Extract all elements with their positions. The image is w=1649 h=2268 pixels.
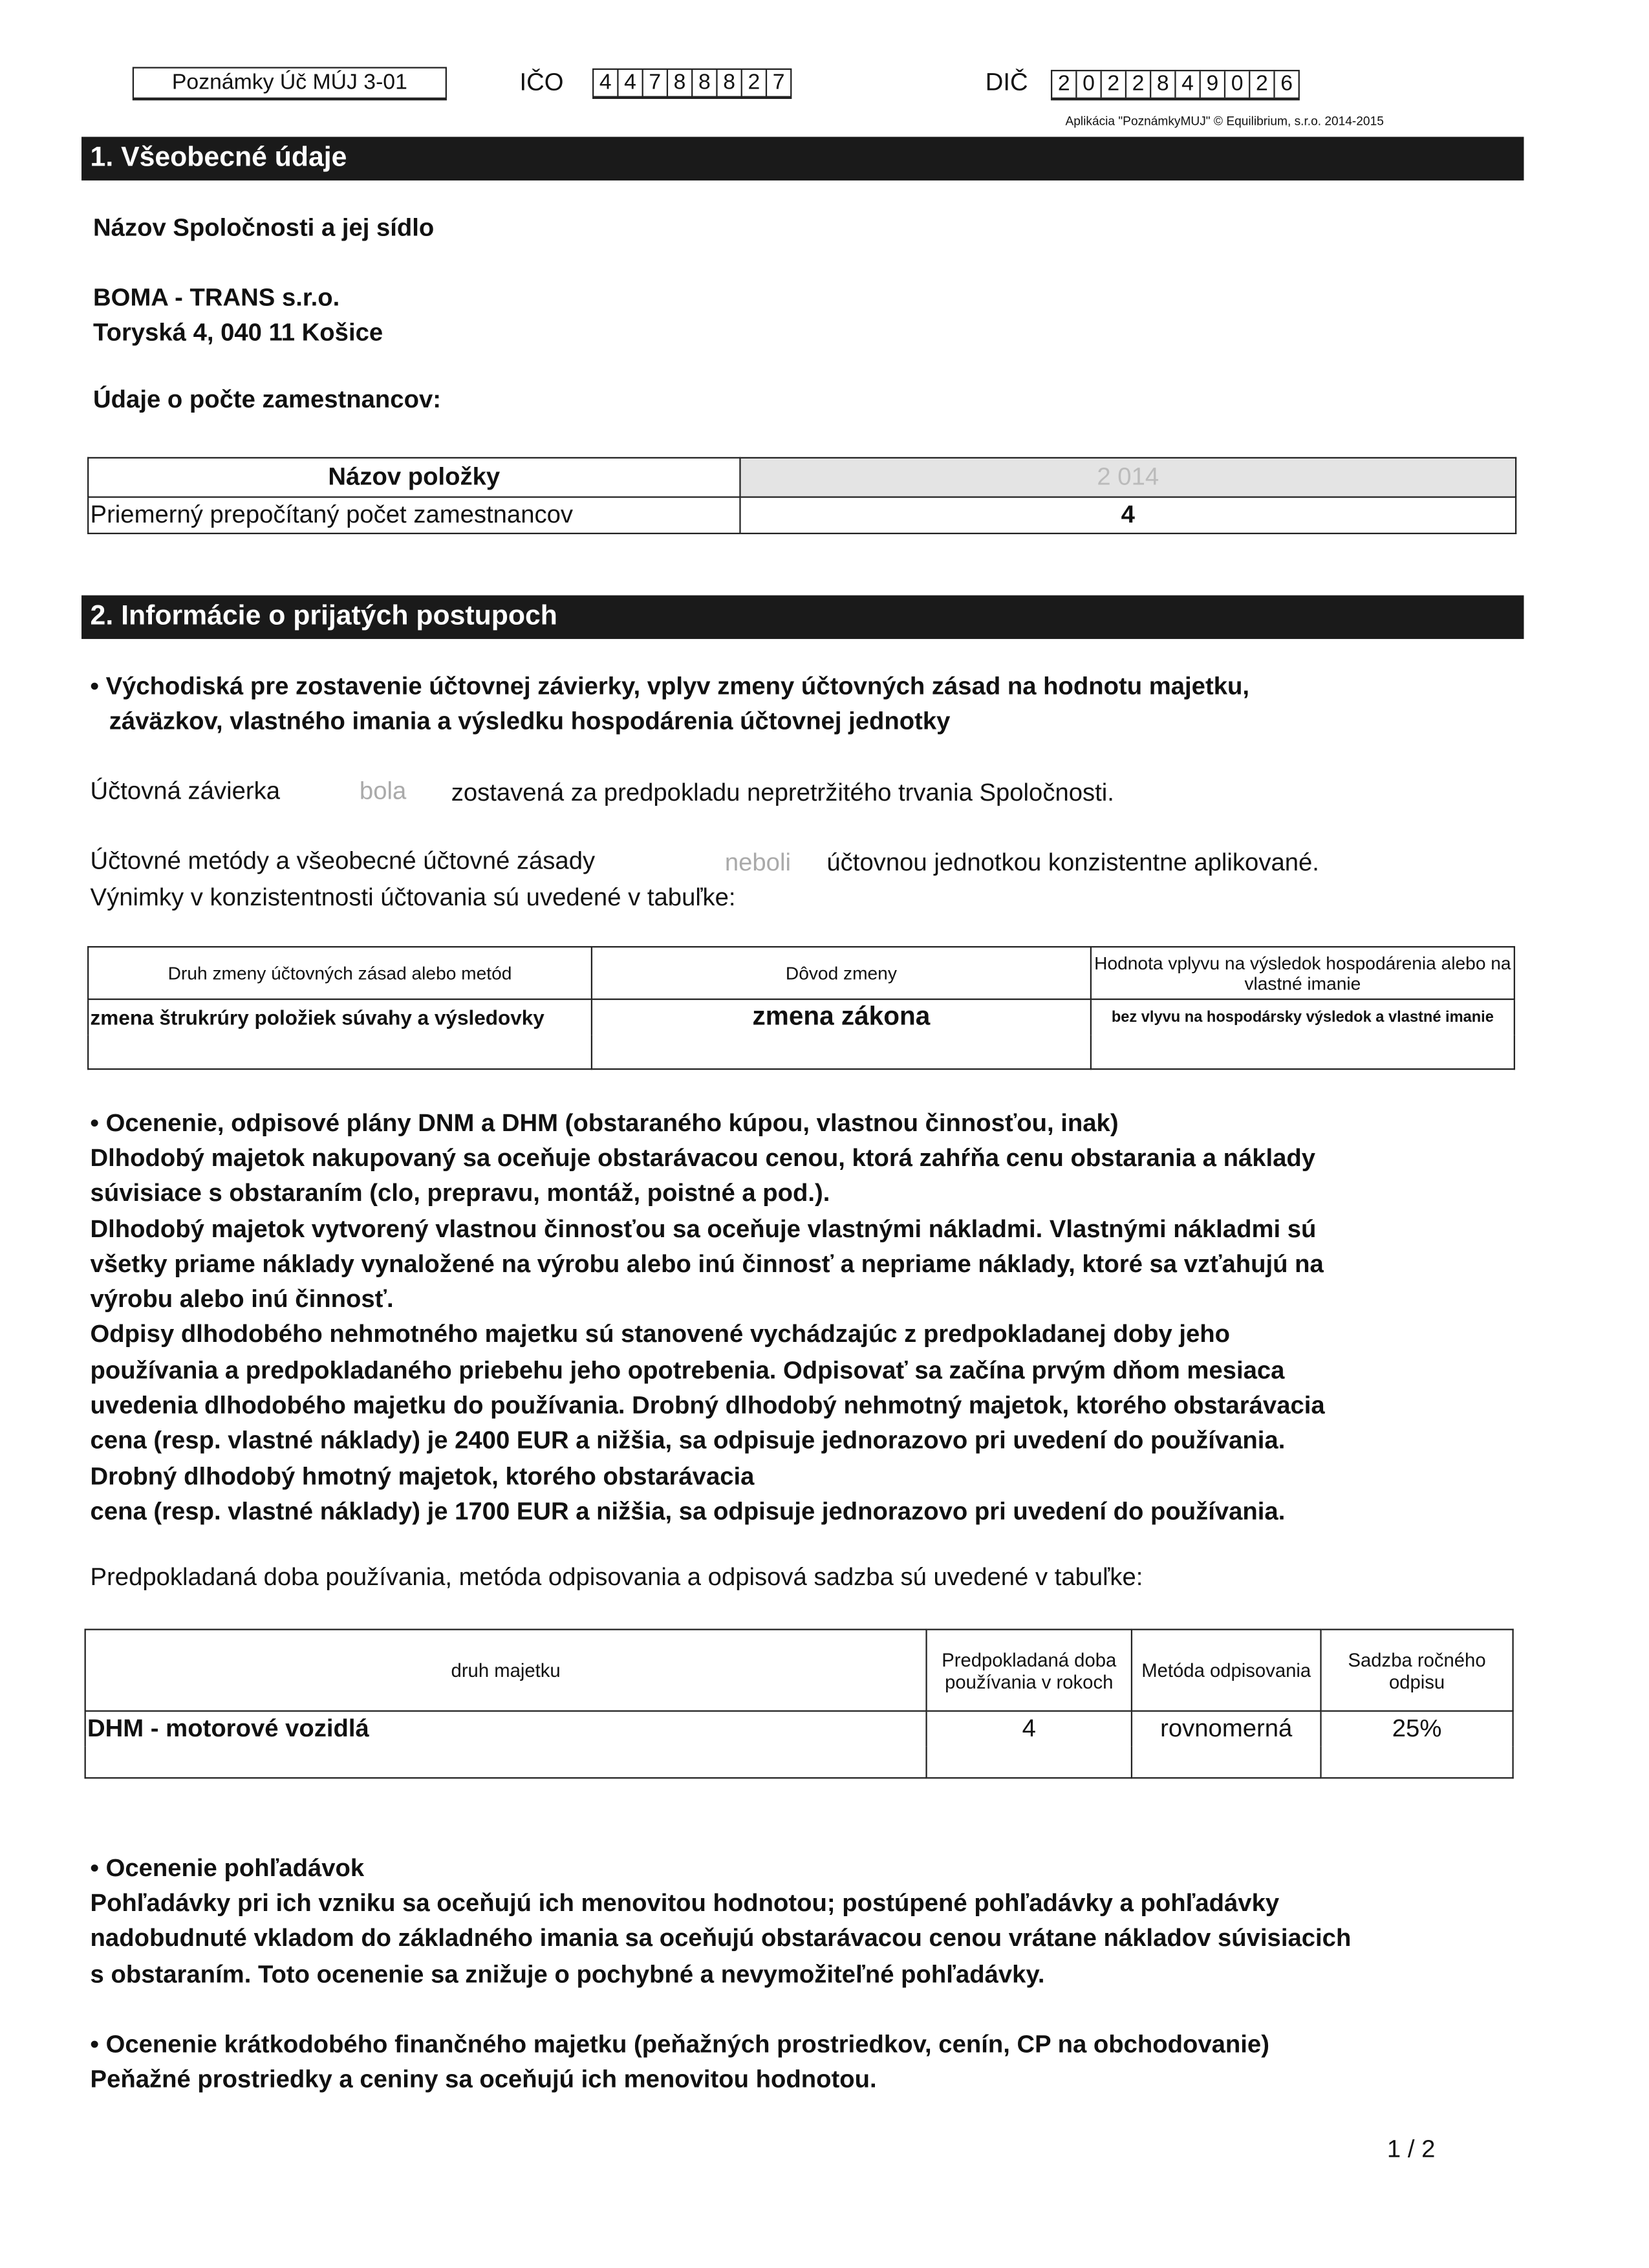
digit: 8	[693, 70, 717, 96]
app-note: Aplikácia "PoznámkyMUJ" © Equilibrium, s.r.o. 2014-2015	[1065, 113, 1384, 129]
depreciation-paragraph	[91, 1141, 1488, 1531]
digit: 2	[1126, 71, 1151, 98]
digit: 0	[1225, 71, 1250, 98]
bullet-basis: • Východiská pre zostavenie účtovnej závierky, vplyv zmeny účtovných zásad na hodnotu majetku,	[90, 672, 1250, 700]
col-header: Dôvod zmeny	[592, 947, 1091, 999]
text-line: súvisiace s obstaraním (clo, prepravu, montáž, poistné a pod.).	[90, 1179, 830, 1207]
methods-label: Účtovné metódy a všeobecné účtovné zásady	[90, 847, 596, 875]
col-header-year: 2 014	[740, 458, 1516, 497]
digit: 4	[619, 70, 643, 96]
text-line: Drobný dlhodobý hmotný majetok, ktorého obstarávacia	[90, 1462, 755, 1490]
text-line: cena (resp. vlastné náklady) je 2400 EUR a nižšia, sa odpisuje jednorazovo pri uvedení do používania.	[90, 1427, 1286, 1455]
digit: 7	[772, 70, 785, 95]
cell: bez vlyvu na hospodársky výsledok a vlastné imanie	[1091, 999, 1514, 1034]
col-header: Sadzba ročného odpisu	[1321, 1630, 1513, 1711]
employees-table	[87, 457, 1516, 534]
text-line: cena (resp. vlastné náklady) je 1700 EUR a nižšia, sa odpisuje jednorazovo pri uvedení do používania.	[90, 1497, 1286, 1526]
digit: 6	[1280, 71, 1293, 96]
digit: 2	[1052, 71, 1077, 98]
col-header: Hodnota vplyvu na výsledok hospodárenia alebo na vlastné imanie	[1091, 947, 1514, 999]
col-header: Predpokladaná doba používania v rokoch	[927, 1630, 1132, 1711]
form-label: Poznámky Úč MÚJ 3-01	[133, 67, 447, 101]
ico-label: IČO	[519, 68, 564, 96]
cell: zmena štrukrúry položiek súvahy a výsledovky	[88, 999, 592, 1034]
col-header: Metóda odpisovania	[1132, 1630, 1321, 1711]
text-line: s obstaraním. Toto ocenenie sa znižuje o pochybné a nevymožiteľné pohľadávky.	[90, 1960, 1045, 1988]
bullet-depreciation: • Ocenenie, odpisové plány DNM a DHM (obstaraného kúpou, vlastnou činnosťou, inak)	[90, 1109, 1119, 1137]
digit: 2	[1250, 71, 1275, 98]
text-line: nadobudnuté vkladom do základného imania sa oceňujú obstarávacou cenou vrátane nákladov súvisiacich	[90, 1925, 1352, 1952]
receivables-paragraph	[91, 1886, 1488, 1993]
employees-heading: Údaje o počte zamestnancov:	[93, 385, 441, 414]
dic-label: DIČ	[985, 68, 1028, 96]
digit: 0	[1077, 71, 1102, 98]
col-header: druh majetku	[85, 1630, 927, 1711]
cell: DHM - motorové vozidlá	[85, 1711, 927, 1746]
dic-digits	[1051, 70, 1300, 100]
digit: 8	[1151, 71, 1176, 98]
page-number: 1 / 2	[1386, 2135, 1436, 2163]
text-line: Dlhodobý majetok vytvorený vlastnou činnosťou sa oceňuje vlastnými nákladmi. Vlastnými nákladmi sú	[90, 1215, 1317, 1243]
bullet-financial-assets: • Ocenenie krátkodobého finančného majetku (peňažných prostriedkov, cenín, CP na obchodovanie)	[90, 2030, 1269, 2058]
going-concern-value: bola	[359, 777, 407, 805]
digit: 8	[668, 70, 693, 96]
row-label: Priemerný prepočítaný počet zamestnancov	[88, 497, 740, 534]
text-line: Dlhodobý majetok nakupovaný sa oceňuje obstarávacou cenou, ktorá zahŕňa cenu obstarania a náklady	[90, 1144, 1316, 1172]
methods-value: neboli	[724, 848, 791, 876]
digit: 4	[1176, 71, 1201, 98]
cell: zmena zákona	[592, 999, 1091, 1034]
text-line: používania a predpokladaného priebehu jeho opotrebenia. Odpisovať sa začína prvým dňom mesiaca	[90, 1356, 1285, 1384]
company-address: Toryská 4, 040 11 Košice	[93, 318, 383, 347]
going-concern-label: Účtovná závierka	[90, 777, 281, 805]
depreciation-table	[85, 1629, 1514, 1779]
bullet-basis-cont: záväzkov, vlastného imania a výsledku hospodárenia účtovnej jednotky	[109, 707, 951, 735]
changes-table	[87, 946, 1515, 1070]
col-header-item: Názov položky	[88, 458, 740, 497]
company-heading: Názov Spoločnosti a jej sídlo	[93, 213, 435, 242]
cell: 4	[927, 1711, 1132, 1746]
digit: 2	[742, 70, 767, 96]
row-value: 4	[740, 497, 1516, 534]
digit: 7	[643, 70, 668, 96]
text-line: výrobu alebo inú činnosť.	[90, 1285, 394, 1313]
digit: 2	[1102, 71, 1126, 98]
going-concern-text: zostavená za predpokladu nepretržitého trvania Spoločnosti.	[451, 779, 1114, 806]
digit: 4	[594, 70, 618, 96]
cell: 25%	[1321, 1711, 1513, 1746]
depreciation-table-intro: Predpokladaná doba používania, metóda odpisovania a odpisová sadzba sú uvedené v tabuľke:	[90, 1563, 1143, 1592]
digit: 8	[718, 70, 742, 96]
text-line: Odpisy dlhodobého nehmotného majetku sú stanovené vychádzajúc z predpokladanej doby jeho	[90, 1321, 1231, 1349]
col-header: Druh zmeny účtovných zásad alebo metód	[88, 947, 592, 999]
exceptions-intro: Výnimky v konzistentnosti účtovania sú uvedené v tabuľke:	[90, 883, 736, 911]
text-line: uvedenia dlhodobého majetku do používania. Drobný dlhodobý nehmotný majetok, ktorého obstarávacia	[90, 1391, 1325, 1420]
section1-title: 1. Všeobecné údaje	[81, 137, 1524, 181]
digit: 9	[1201, 71, 1225, 98]
cell: rovnomerná	[1132, 1711, 1321, 1746]
company-name: BOMA - TRANS s.r.o.	[93, 283, 340, 312]
section2-title: 2. Informácie o prijatých postupoch	[81, 596, 1524, 640]
text-line: všetky priame náklady vynaložené na výrobu alebo inú činnosť a nepriame náklady, ktoré sa vzťahujú na	[90, 1250, 1324, 1278]
methods-text: účtovnou jednotkou konzistentne aplikované.	[826, 848, 1319, 876]
ico-digits	[592, 69, 792, 99]
bullet-receivables: • Ocenenie pohľadávok	[90, 1854, 365, 1883]
text-line: Pohľadávky pri ich vzniku sa oceňujú ich menovitou hodnotou; postúpené pohľadávky a pohľadávky	[90, 1889, 1280, 1917]
financial-assets-text: Peňažné prostriedky a ceniny sa oceňujú ich menovitou hodnotou.	[90, 2065, 877, 2093]
